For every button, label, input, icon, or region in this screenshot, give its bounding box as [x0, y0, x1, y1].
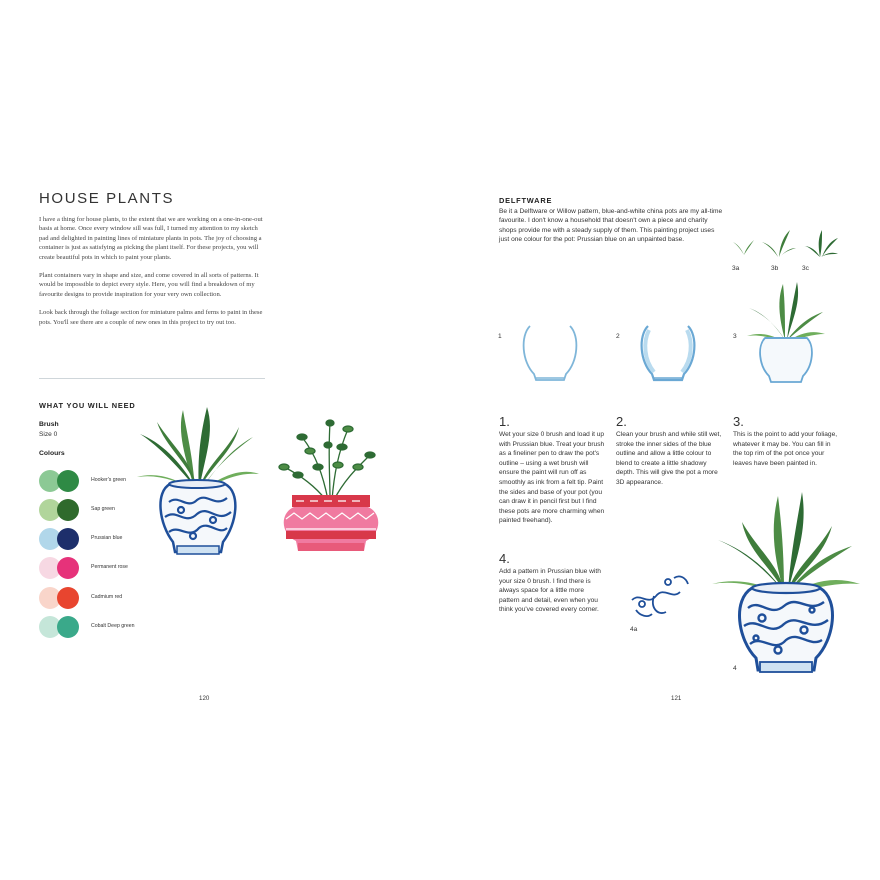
swatch-dark: [57, 616, 79, 638]
page-number: 120: [199, 695, 210, 702]
intro-paragraph: Plant containers vary in shape and size, and come covered in all sorts of patterns. It would be impossible to depict every style. Here, you will find a breakdown of my favourite designs to provide inspiration for your very own collection.: [39, 272, 259, 298]
needs-heading: WHAT YOU WILL NEED: [39, 401, 136, 410]
colour-swatch: [39, 616, 179, 638]
swatch-dark: [57, 587, 79, 609]
step-number: 1.: [499, 414, 510, 429]
brush-heading: Brush: [39, 421, 59, 428]
intro-paragraph: I have a thing for house plants, to the extent that we are working on a one-in-one-out basis at home. Once every window sill was full, I turned my attention to my sketch pad and delighted in painting lines of miniature plants in pots. The joy of choosing a container is just as satisfying as picking the plant itself. For these projects, you will create beautiful pots in which to paint your plants.: [39, 216, 263, 261]
page-number: 121: [671, 695, 682, 702]
step-text: Clean your brush and while still wet, stroke the inner sides of the blue outline and allow a little colour to blend to create a little shadowy depth. This will give the pot a more 3D appearance.: [616, 431, 722, 486]
delftware-intro: Be it a Delftware or Willow pattern, blue-and-white china pots are my all-time favourite. I don't know a household that doesn't own a piece and charity shops provide me with a steady supply of them. This painting project uses just one colour for the pot: Prussian blue on an unpainted base.: [499, 208, 723, 244]
figure-label-4a: 4a: [630, 626, 638, 633]
delft-pot-plant-illustration: [135, 402, 260, 562]
colour-name: Sap green: [91, 506, 115, 512]
step-number: 2.: [616, 414, 627, 429]
pot-outline-step1-illustration: [522, 322, 578, 384]
finished-delft-pot-step4-illustration: [712, 492, 860, 682]
colours-heading: Colours: [39, 450, 65, 457]
figure-label-3: 3: [733, 333, 737, 340]
figure-label-4: 4: [733, 665, 737, 672]
page-title: HOUSE PLANTS: [39, 190, 175, 207]
leaf-sprig-3b-illustration: [762, 230, 796, 258]
pot-with-foliage-step3-illustration: [745, 280, 825, 386]
swatch-dark: [57, 499, 79, 521]
pink-pot-plant-illustration: [278, 415, 384, 555]
figure-label-3c: 3c: [802, 265, 809, 272]
pattern-detail-4a-illustration: [628, 570, 692, 622]
step-number: 3.: [733, 414, 744, 429]
figure-label-3a: 3a: [732, 265, 740, 272]
colour-name: Prussian blue: [91, 535, 123, 541]
brush-size: Size 0: [39, 431, 58, 438]
swatch-dark: [57, 528, 79, 550]
leaf-sprig-3a-illustration: [732, 238, 756, 256]
colour-name: Hooker's green: [91, 477, 127, 483]
figure-label-1: 1: [498, 333, 502, 340]
colour-name: Permanent rose: [91, 564, 128, 570]
swatch-dark: [57, 470, 79, 492]
colour-name: Cadmium red: [91, 594, 123, 600]
step-text: Wet your size 0 brush and load it up with Prussian blue. Treat your brush as a fineliner pen to draw the pot's outline – using a wet brush will ensure the paint will run off as smoothly as ink from a felt tip. Paint the sides and base of your pot (you can draw it in pencil first but I find these pots are more charming when painted freehand).: [499, 431, 605, 525]
section-heading: DELFTWARE: [499, 196, 553, 205]
figure-label-3b: 3b: [771, 265, 779, 272]
pot-outline-step2-illustration: [640, 322, 696, 384]
step-number: 4.: [499, 551, 510, 566]
step-text: Add a pattern in Prussian blue with your size 0 brush. I find there is always space for a little more pattern and detail, even when you think you've covered every corner.: [499, 568, 601, 614]
step-text: This is the point to add your foliage, whatever it may be. You can fill in the top rim of the pot once your leaves have been painted in.: [733, 431, 838, 467]
swatch-dark: [57, 557, 79, 579]
section-divider: [39, 378, 265, 379]
leaf-sprig-3c-illustration: [804, 230, 838, 258]
colour-swatch: [39, 587, 179, 609]
intro-paragraph: Look back through the foliage section for miniature palms and ferns to paint in these pots. You'll see there are a couple of new ones in this project to try out too.: [39, 309, 263, 326]
right-page: [440, 0, 880, 880]
colour-name: Cobalt Deep green: [91, 623, 135, 629]
intro-text: [39, 215, 267, 336]
figure-label-2: 2: [616, 333, 620, 340]
